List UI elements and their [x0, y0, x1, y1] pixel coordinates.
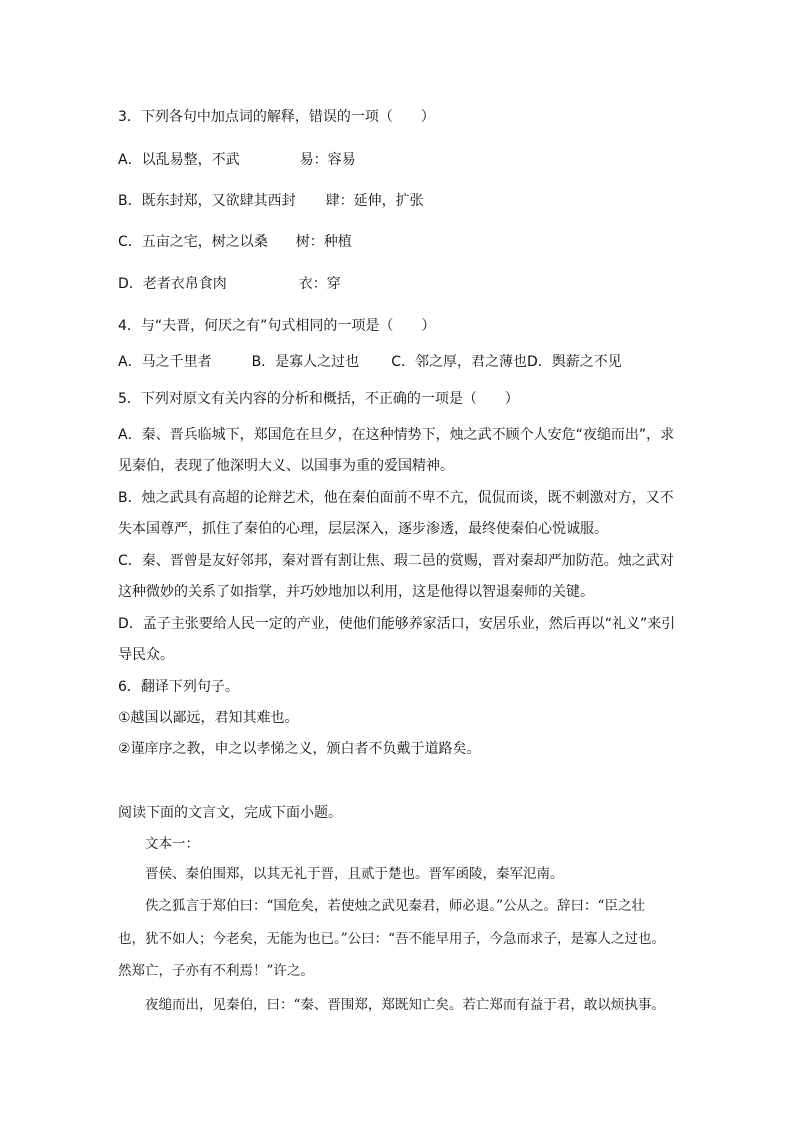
q4-option-a: A．马之千里者 [118, 354, 212, 370]
q3-option-b-sentence: B．既东封郑，又欲肆其西封 [118, 193, 296, 209]
q6-stem: 6．翻译下列句子。 [118, 679, 239, 695]
q3-option-c-gloss: 树：种植 [295, 234, 352, 250]
q5-line: 失本国尊严，抓住了秦伯的心理，层层深入，逐步渗透，最终使秦伯心悦诚服。 [118, 521, 608, 537]
q5-line: A．秦、晋兵临城下，郑国危在旦夕，在这种情势下，烛之武不顾个人安危“夜缒而出”，求 [118, 427, 675, 443]
q5-line: 导民众。 [118, 647, 174, 663]
q4-options [118, 353, 622, 371]
q5-line: 见秦伯，表现了他深明大义、以国事为重的爱国精神。 [118, 458, 454, 474]
q3-option-c [118, 233, 352, 251]
q3-option-a [118, 151, 356, 169]
q5-line: D．孟子主张要给人民一定的产业，使他们能够养家活口，安居乐业，然后再以“礼义”来引 [118, 616, 676, 632]
q5-line: C．秦、晋曾是友好邻邦，秦对晋有割让焦、瑕二邑的赏赐，晋对秦却严加防范。烛之武对 [118, 553, 674, 569]
q3-option-d-gloss: 衣：穿 [298, 276, 341, 292]
reading-text-label: 文本一： [145, 836, 199, 852]
q4-stem: 4．与“夫晋，何厌之有”句式相同的一项是（ ） [118, 318, 436, 334]
q3-option-a-sentence: A．以乱易整，不武 [118, 152, 240, 168]
q5-stem: 5．下列对原文有关内容的分析和概括，不正确的一项是（ ） [118, 391, 519, 407]
q3-option-b [118, 192, 424, 210]
reading-instruction: 阅读下面的文言文，完成下面小题。 [118, 805, 342, 821]
q4-option-d: D．舆薪之不见 [526, 354, 622, 370]
q5-line: 这种微妙的关系了如指掌，并巧妙地加以利用，这是他得以智退秦师的关键。 [118, 584, 594, 600]
q3-option-c-sentence: C．五亩之宅，树之以桑 [118, 234, 268, 250]
q6-item-2: ②谨庠序之教，申之以孝悌之义，颁白者不负戴于道路矣。 [118, 741, 481, 757]
q3-option-b-gloss: 肆：延伸，扩张 [325, 193, 424, 209]
q3-option-a-gloss: 易：容易 [299, 152, 356, 168]
q5-line: B．烛之武具有高超的论辩艺术，他在秦伯面前不卑不亢，侃侃而谈，既不刺激对方，又不 [118, 490, 674, 506]
reading-line: 夜缒而出，见秦伯，曰：“秦、晋围郑，郑既知亡矣。若亡郑而有益于君，敢以烦执事。 [145, 997, 665, 1013]
q4-option-b: B．是寡人之过也 [251, 354, 360, 370]
reading-line: 晋侯、秦伯围郑，以其无礼于晋，且贰于楚也。晋军函陵，秦军氾南。 [145, 866, 564, 882]
q4-option-c: C．邻之厚，君之薄也 [391, 354, 527, 370]
reading-line: 佚之狐言于郑伯曰：“国危矣，若使烛之武见秦君，师必退。”公从之。辞曰：“臣之壮 [145, 898, 645, 914]
q3-stem: 3．下列各句中加点词的解释，错误的一项（ ） [118, 109, 435, 125]
q3-option-d [118, 275, 341, 293]
q3-option-d-sentence: D．老者衣帛食肉 [118, 276, 227, 292]
reading-line: 然郑亡，子亦有不利焉！”许之。 [118, 963, 314, 979]
reading-line: 也，犹不如人；今老矣，无能为也已。”公曰：“吾不能早用子，今急而求子，是寡人之过也。 [118, 931, 666, 947]
q6-item-1: ①越国以鄙远，君知其难也。 [118, 710, 299, 726]
